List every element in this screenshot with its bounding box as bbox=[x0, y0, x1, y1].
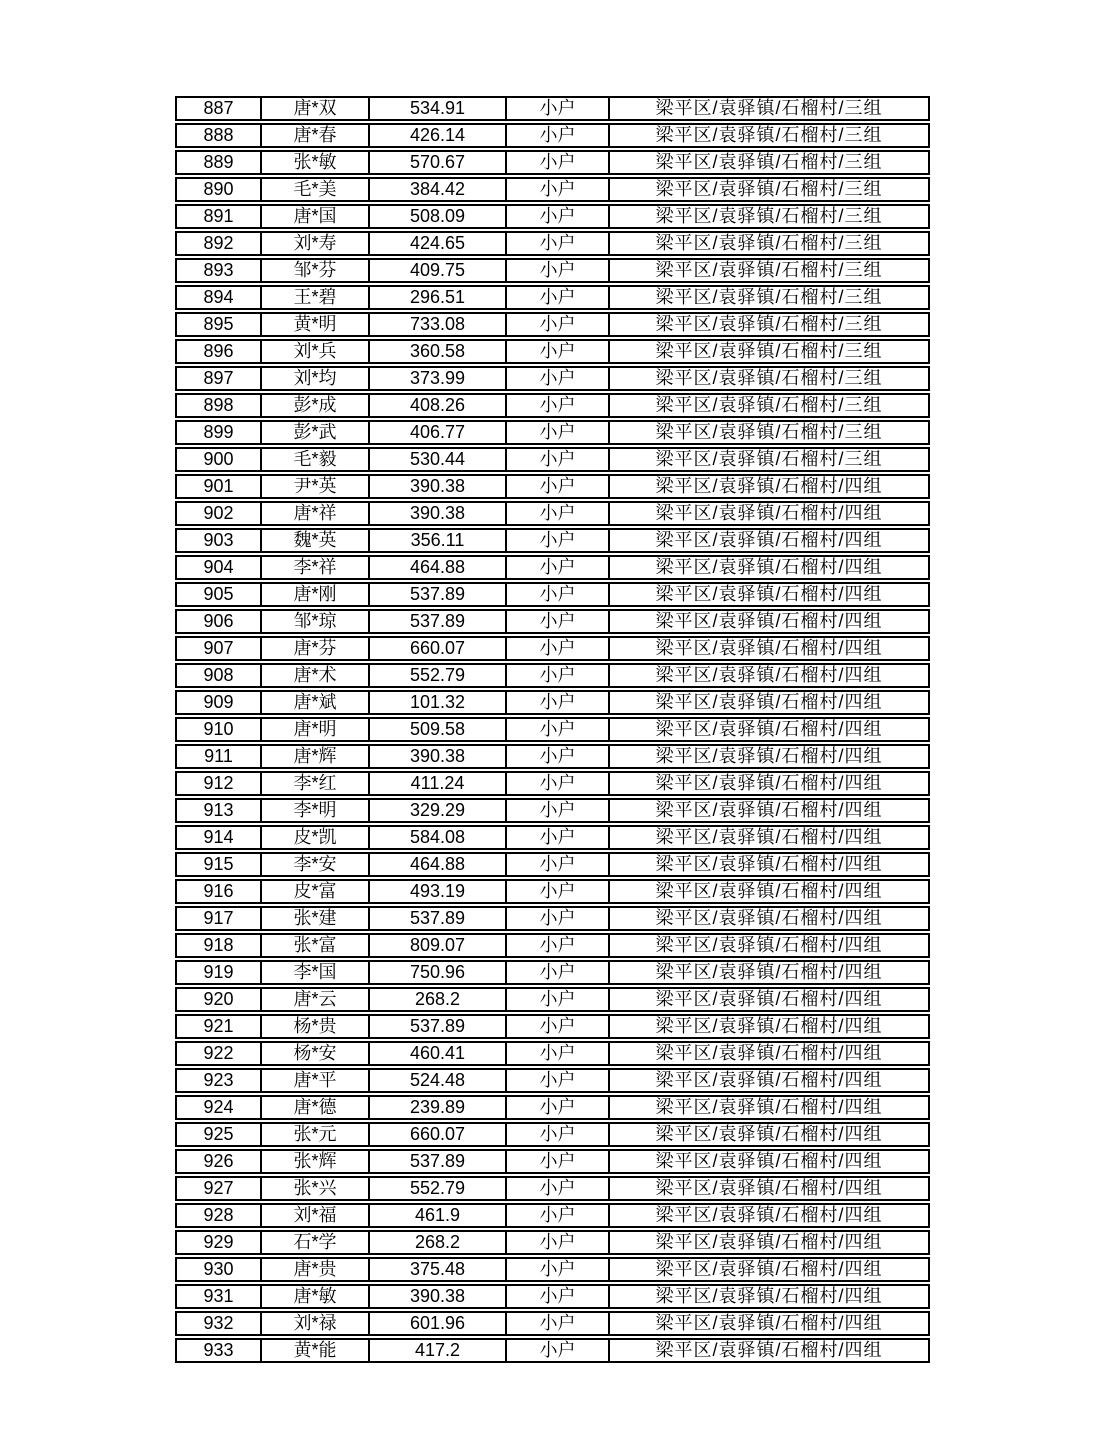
table-row bbox=[175, 447, 930, 472]
cell-household-type: 小户 bbox=[507, 1203, 610, 1228]
cell-household-type: 小户 bbox=[507, 771, 610, 796]
cell-household-type: 小户 bbox=[507, 960, 610, 985]
cell-masked-name: 毛*美 bbox=[262, 177, 370, 202]
cell-amount: 460.41 bbox=[370, 1041, 507, 1066]
cell-amount: 524.48 bbox=[370, 1068, 507, 1093]
cell-location: 梁平区/袁驿镇/石榴村/四组 bbox=[610, 690, 930, 715]
cell-location: 梁平区/袁驿镇/石榴村/三组 bbox=[610, 366, 930, 391]
cell-location: 梁平区/袁驿镇/石榴村/四组 bbox=[610, 663, 930, 688]
cell-masked-name: 唐*德 bbox=[262, 1095, 370, 1120]
table-row bbox=[175, 1068, 930, 1093]
cell-masked-name: 刘*兵 bbox=[262, 339, 370, 364]
cell-record-id: 892 bbox=[175, 231, 262, 256]
table-row bbox=[175, 150, 930, 175]
cell-location: 梁平区/袁驿镇/石榴村/四组 bbox=[610, 987, 930, 1012]
cell-household-type: 小户 bbox=[507, 1041, 610, 1066]
table-row bbox=[175, 96, 930, 121]
cell-location: 梁平区/袁驿镇/石榴村/四组 bbox=[610, 528, 930, 553]
cell-household-type: 小户 bbox=[507, 501, 610, 526]
cell-location: 梁平区/袁驿镇/石榴村/三组 bbox=[610, 312, 930, 337]
cell-location: 梁平区/袁驿镇/石榴村/四组 bbox=[610, 1149, 930, 1174]
cell-amount: 384.42 bbox=[370, 177, 507, 202]
cell-location: 梁平区/袁驿镇/石榴村/四组 bbox=[610, 636, 930, 661]
cell-household-type: 小户 bbox=[507, 339, 610, 364]
cell-household-type: 小户 bbox=[507, 1338, 610, 1363]
cell-amount: 239.89 bbox=[370, 1095, 507, 1120]
cell-masked-name: 唐*云 bbox=[262, 987, 370, 1012]
cell-household-type: 小户 bbox=[507, 1230, 610, 1255]
cell-location: 梁平区/袁驿镇/石榴村/三组 bbox=[610, 177, 930, 202]
cell-masked-name: 张*富 bbox=[262, 933, 370, 958]
cell-masked-name: 张*敏 bbox=[262, 150, 370, 175]
cell-amount: 406.77 bbox=[370, 420, 507, 445]
cell-amount: 101.32 bbox=[370, 690, 507, 715]
cell-amount: 509.58 bbox=[370, 717, 507, 742]
cell-location: 梁平区/袁驿镇/石榴村/四组 bbox=[610, 879, 930, 904]
cell-record-id: 903 bbox=[175, 528, 262, 553]
cell-masked-name: 李*国 bbox=[262, 960, 370, 985]
cell-amount: 537.89 bbox=[370, 1149, 507, 1174]
cell-amount: 537.89 bbox=[370, 906, 507, 931]
cell-amount: 809.07 bbox=[370, 933, 507, 958]
cell-location: 梁平区/袁驿镇/石榴村/三组 bbox=[610, 447, 930, 472]
cell-household-type: 小户 bbox=[507, 393, 610, 418]
cell-record-id: 901 bbox=[175, 474, 262, 499]
cell-amount: 356.11 bbox=[370, 528, 507, 553]
cell-amount: 552.79 bbox=[370, 663, 507, 688]
cell-amount: 424.65 bbox=[370, 231, 507, 256]
cell-amount: 373.99 bbox=[370, 366, 507, 391]
cell-amount: 417.2 bbox=[370, 1338, 507, 1363]
cell-location: 梁平区/袁驿镇/石榴村/三组 bbox=[610, 393, 930, 418]
cell-record-id: 891 bbox=[175, 204, 262, 229]
cell-household-type: 小户 bbox=[507, 663, 610, 688]
table-row bbox=[175, 663, 930, 688]
cell-masked-name: 李*安 bbox=[262, 852, 370, 877]
cell-amount: 660.07 bbox=[370, 636, 507, 661]
cell-masked-name: 唐*平 bbox=[262, 1068, 370, 1093]
cell-amount: 461.9 bbox=[370, 1203, 507, 1228]
table-row bbox=[175, 1230, 930, 1255]
cell-record-id: 898 bbox=[175, 393, 262, 418]
cell-record-id: 911 bbox=[175, 744, 262, 769]
table-row bbox=[175, 285, 930, 310]
cell-masked-name: 刘*寿 bbox=[262, 231, 370, 256]
cell-masked-name: 黄*能 bbox=[262, 1338, 370, 1363]
cell-location: 梁平区/袁驿镇/石榴村/三组 bbox=[610, 96, 930, 121]
cell-masked-name: 刘*禄 bbox=[262, 1311, 370, 1336]
table-row bbox=[175, 1095, 930, 1120]
cell-amount: 530.44 bbox=[370, 447, 507, 472]
cell-masked-name: 张*建 bbox=[262, 906, 370, 931]
cell-household-type: 小户 bbox=[507, 420, 610, 445]
cell-location: 梁平区/袁驿镇/石榴村/三组 bbox=[610, 150, 930, 175]
cell-record-id: 924 bbox=[175, 1095, 262, 1120]
cell-record-id: 906 bbox=[175, 609, 262, 634]
cell-household-type: 小户 bbox=[507, 825, 610, 850]
cell-amount: 584.08 bbox=[370, 825, 507, 850]
cell-masked-name: 唐*辉 bbox=[262, 744, 370, 769]
cell-amount: 464.88 bbox=[370, 852, 507, 877]
cell-record-id: 902 bbox=[175, 501, 262, 526]
cell-household-type: 小户 bbox=[507, 717, 610, 742]
cell-masked-name: 刘*福 bbox=[262, 1203, 370, 1228]
cell-household-type: 小户 bbox=[507, 96, 610, 121]
table-row bbox=[175, 609, 930, 634]
cell-amount: 537.89 bbox=[370, 609, 507, 634]
table-row bbox=[175, 1041, 930, 1066]
cell-amount: 660.07 bbox=[370, 1122, 507, 1147]
cell-location: 梁平区/袁驿镇/石榴村/四组 bbox=[610, 1338, 930, 1363]
cell-record-id: 910 bbox=[175, 717, 262, 742]
cell-amount: 390.38 bbox=[370, 501, 507, 526]
cell-amount: 464.88 bbox=[370, 555, 507, 580]
cell-location: 梁平区/袁驿镇/石榴村/四组 bbox=[610, 771, 930, 796]
cell-amount: 360.58 bbox=[370, 339, 507, 364]
table-row bbox=[175, 1014, 930, 1039]
cell-masked-name: 石*学 bbox=[262, 1230, 370, 1255]
cell-masked-name: 彭*成 bbox=[262, 393, 370, 418]
cell-amount: 508.09 bbox=[370, 204, 507, 229]
cell-amount: 552.79 bbox=[370, 1176, 507, 1201]
cell-household-type: 小户 bbox=[507, 744, 610, 769]
cell-location: 梁平区/袁驿镇/石榴村/四组 bbox=[610, 960, 930, 985]
cell-amount: 375.48 bbox=[370, 1257, 507, 1282]
cell-household-type: 小户 bbox=[507, 1095, 610, 1120]
cell-amount: 733.08 bbox=[370, 312, 507, 337]
table-row bbox=[175, 258, 930, 283]
cell-location: 梁平区/袁驿镇/石榴村/四组 bbox=[610, 825, 930, 850]
table-row bbox=[175, 636, 930, 661]
cell-masked-name: 张*辉 bbox=[262, 1149, 370, 1174]
cell-record-id: 894 bbox=[175, 285, 262, 310]
cell-household-type: 小户 bbox=[507, 312, 610, 337]
cell-masked-name: 张*元 bbox=[262, 1122, 370, 1147]
cell-record-id: 887 bbox=[175, 96, 262, 121]
cell-amount: 426.14 bbox=[370, 123, 507, 148]
cell-household-type: 小户 bbox=[507, 1284, 610, 1309]
cell-household-type: 小户 bbox=[507, 528, 610, 553]
cell-location: 梁平区/袁驿镇/石榴村/三组 bbox=[610, 285, 930, 310]
table-row bbox=[175, 1203, 930, 1228]
table-row bbox=[175, 1311, 930, 1336]
table-row bbox=[175, 474, 930, 499]
cell-record-id: 918 bbox=[175, 933, 262, 958]
table-row bbox=[175, 987, 930, 1012]
cell-masked-name: 黄*明 bbox=[262, 312, 370, 337]
cell-masked-name: 唐*敏 bbox=[262, 1284, 370, 1309]
table-row bbox=[175, 231, 930, 256]
cell-record-id: 922 bbox=[175, 1041, 262, 1066]
cell-record-id: 908 bbox=[175, 663, 262, 688]
cell-household-type: 小户 bbox=[507, 609, 610, 634]
cell-record-id: 896 bbox=[175, 339, 262, 364]
cell-record-id: 900 bbox=[175, 447, 262, 472]
cell-location: 梁平区/袁驿镇/石榴村/四组 bbox=[610, 1176, 930, 1201]
cell-masked-name: 唐*明 bbox=[262, 717, 370, 742]
cell-household-type: 小户 bbox=[507, 258, 610, 283]
cell-household-type: 小户 bbox=[507, 447, 610, 472]
cell-location: 梁平区/袁驿镇/石榴村/四组 bbox=[610, 555, 930, 580]
cell-household-type: 小户 bbox=[507, 933, 610, 958]
cell-amount: 750.96 bbox=[370, 960, 507, 985]
cell-masked-name: 杨*安 bbox=[262, 1041, 370, 1066]
cell-masked-name: 唐*斌 bbox=[262, 690, 370, 715]
table-row bbox=[175, 1257, 930, 1282]
cell-household-type: 小户 bbox=[507, 852, 610, 877]
cell-household-type: 小户 bbox=[507, 690, 610, 715]
table-row bbox=[175, 393, 930, 418]
cell-masked-name: 唐*祥 bbox=[262, 501, 370, 526]
table-row bbox=[175, 1176, 930, 1201]
cell-location: 梁平区/袁驿镇/石榴村/四组 bbox=[610, 933, 930, 958]
cell-household-type: 小户 bbox=[507, 177, 610, 202]
cell-household-type: 小户 bbox=[507, 150, 610, 175]
cell-amount: 329.29 bbox=[370, 798, 507, 823]
cell-amount: 534.91 bbox=[370, 96, 507, 121]
table-row bbox=[175, 1284, 930, 1309]
cell-location: 梁平区/袁驿镇/石榴村/四组 bbox=[610, 1068, 930, 1093]
cell-household-type: 小户 bbox=[507, 1014, 610, 1039]
cell-household-type: 小户 bbox=[507, 1311, 610, 1336]
cell-record-id: 917 bbox=[175, 906, 262, 931]
cell-masked-name: 王*碧 bbox=[262, 285, 370, 310]
cell-household-type: 小户 bbox=[507, 231, 610, 256]
table-row bbox=[175, 1149, 930, 1174]
cell-location: 梁平区/袁驿镇/石榴村/四组 bbox=[610, 798, 930, 823]
cell-record-id: 913 bbox=[175, 798, 262, 823]
cell-record-id: 907 bbox=[175, 636, 262, 661]
cell-masked-name: 邹*琼 bbox=[262, 609, 370, 634]
cell-record-id: 904 bbox=[175, 555, 262, 580]
cell-record-id: 893 bbox=[175, 258, 262, 283]
cell-record-id: 905 bbox=[175, 582, 262, 607]
cell-household-type: 小户 bbox=[507, 204, 610, 229]
cell-amount: 268.2 bbox=[370, 1230, 507, 1255]
cell-masked-name: 唐*国 bbox=[262, 204, 370, 229]
cell-masked-name: 邹*芬 bbox=[262, 258, 370, 283]
cell-household-type: 小户 bbox=[507, 798, 610, 823]
cell-household-type: 小户 bbox=[507, 987, 610, 1012]
cell-masked-name: 毛*毅 bbox=[262, 447, 370, 472]
table-row bbox=[175, 555, 930, 580]
cell-location: 梁平区/袁驿镇/石榴村/四组 bbox=[610, 1203, 930, 1228]
cell-location: 梁平区/袁驿镇/石榴村/三组 bbox=[610, 204, 930, 229]
cell-record-id: 909 bbox=[175, 690, 262, 715]
cell-amount: 390.38 bbox=[370, 474, 507, 499]
table-row bbox=[175, 339, 930, 364]
cell-masked-name: 唐*刚 bbox=[262, 582, 370, 607]
cell-household-type: 小户 bbox=[507, 474, 610, 499]
cell-amount: 296.51 bbox=[370, 285, 507, 310]
cell-household-type: 小户 bbox=[507, 879, 610, 904]
cell-household-type: 小户 bbox=[507, 636, 610, 661]
cell-masked-name: 刘*均 bbox=[262, 366, 370, 391]
cell-masked-name: 杨*贵 bbox=[262, 1014, 370, 1039]
cell-amount: 537.89 bbox=[370, 582, 507, 607]
cell-household-type: 小户 bbox=[507, 582, 610, 607]
cell-location: 梁平区/袁驿镇/石榴村/四组 bbox=[610, 852, 930, 877]
table-row bbox=[175, 123, 930, 148]
table-row bbox=[175, 852, 930, 877]
cell-masked-name: 皮*富 bbox=[262, 879, 370, 904]
cell-location: 梁平区/袁驿镇/石榴村/三组 bbox=[610, 123, 930, 148]
cell-record-id: 928 bbox=[175, 1203, 262, 1228]
cell-household-type: 小户 bbox=[507, 906, 610, 931]
cell-amount: 409.75 bbox=[370, 258, 507, 283]
cell-record-id: 925 bbox=[175, 1122, 262, 1147]
cell-location: 梁平区/袁驿镇/石榴村/四组 bbox=[610, 501, 930, 526]
cell-household-type: 小户 bbox=[507, 366, 610, 391]
cell-household-type: 小户 bbox=[507, 123, 610, 148]
cell-location: 梁平区/袁驿镇/石榴村/三组 bbox=[610, 231, 930, 256]
table-row bbox=[175, 528, 930, 553]
cell-location: 梁平区/袁驿镇/石榴村/三组 bbox=[610, 258, 930, 283]
cell-amount: 411.24 bbox=[370, 771, 507, 796]
cell-record-id: 890 bbox=[175, 177, 262, 202]
cell-record-id: 933 bbox=[175, 1338, 262, 1363]
table-row bbox=[175, 906, 930, 931]
table-row bbox=[175, 771, 930, 796]
table-row bbox=[175, 744, 930, 769]
cell-record-id: 930 bbox=[175, 1257, 262, 1282]
table-row bbox=[175, 501, 930, 526]
table-row bbox=[175, 1338, 930, 1363]
table-row bbox=[175, 960, 930, 985]
cell-location: 梁平区/袁驿镇/石榴村/四组 bbox=[610, 1284, 930, 1309]
cell-record-id: 895 bbox=[175, 312, 262, 337]
cell-masked-name: 李*红 bbox=[262, 771, 370, 796]
cell-record-id: 921 bbox=[175, 1014, 262, 1039]
cell-masked-name: 唐*芬 bbox=[262, 636, 370, 661]
records-table bbox=[175, 94, 930, 1365]
table-row bbox=[175, 582, 930, 607]
cell-record-id: 889 bbox=[175, 150, 262, 175]
cell-masked-name: 李*祥 bbox=[262, 555, 370, 580]
cell-household-type: 小户 bbox=[507, 285, 610, 310]
cell-record-id: 931 bbox=[175, 1284, 262, 1309]
records-table-body bbox=[175, 96, 930, 1363]
table-row bbox=[175, 366, 930, 391]
cell-amount: 537.89 bbox=[370, 1014, 507, 1039]
cell-location: 梁平区/袁驿镇/石榴村/四组 bbox=[610, 609, 930, 634]
cell-amount: 570.67 bbox=[370, 150, 507, 175]
cell-location: 梁平区/袁驿镇/石榴村/四组 bbox=[610, 1014, 930, 1039]
cell-location: 梁平区/袁驿镇/石榴村/四组 bbox=[610, 1095, 930, 1120]
table-row bbox=[175, 177, 930, 202]
cell-record-id: 926 bbox=[175, 1149, 262, 1174]
cell-masked-name: 尹*英 bbox=[262, 474, 370, 499]
table-row bbox=[175, 933, 930, 958]
cell-record-id: 912 bbox=[175, 771, 262, 796]
cell-household-type: 小户 bbox=[507, 1176, 610, 1201]
cell-location: 梁平区/袁驿镇/石榴村/四组 bbox=[610, 1230, 930, 1255]
cell-amount: 390.38 bbox=[370, 744, 507, 769]
cell-record-id: 923 bbox=[175, 1068, 262, 1093]
cell-location: 梁平区/袁驿镇/石榴村/四组 bbox=[610, 1311, 930, 1336]
cell-record-id: 899 bbox=[175, 420, 262, 445]
cell-household-type: 小户 bbox=[507, 1257, 610, 1282]
cell-location: 梁平区/袁驿镇/石榴村/三组 bbox=[610, 420, 930, 445]
cell-location: 梁平区/袁驿镇/石榴村/三组 bbox=[610, 339, 930, 364]
cell-masked-name: 唐*春 bbox=[262, 123, 370, 148]
cell-amount: 408.26 bbox=[370, 393, 507, 418]
cell-location: 梁平区/袁驿镇/石榴村/四组 bbox=[610, 1257, 930, 1282]
cell-record-id: 888 bbox=[175, 123, 262, 148]
cell-amount: 268.2 bbox=[370, 987, 507, 1012]
cell-household-type: 小户 bbox=[507, 1122, 610, 1147]
table-row bbox=[175, 690, 930, 715]
cell-household-type: 小户 bbox=[507, 555, 610, 580]
table-row bbox=[175, 420, 930, 445]
cell-location: 梁平区/袁驿镇/石榴村/四组 bbox=[610, 717, 930, 742]
cell-location: 梁平区/袁驿镇/石榴村/四组 bbox=[610, 1122, 930, 1147]
cell-record-id: 929 bbox=[175, 1230, 262, 1255]
cell-masked-name: 彭*武 bbox=[262, 420, 370, 445]
cell-record-id: 932 bbox=[175, 1311, 262, 1336]
table-row bbox=[175, 204, 930, 229]
cell-location: 梁平区/袁驿镇/石榴村/四组 bbox=[610, 906, 930, 931]
cell-location: 梁平区/袁驿镇/石榴村/四组 bbox=[610, 1041, 930, 1066]
cell-record-id: 927 bbox=[175, 1176, 262, 1201]
table-row bbox=[175, 825, 930, 850]
cell-masked-name: 张*兴 bbox=[262, 1176, 370, 1201]
cell-record-id: 897 bbox=[175, 366, 262, 391]
cell-masked-name: 魏*英 bbox=[262, 528, 370, 553]
cell-record-id: 914 bbox=[175, 825, 262, 850]
table-row bbox=[175, 879, 930, 904]
table-row bbox=[175, 312, 930, 337]
cell-masked-name: 唐*贵 bbox=[262, 1257, 370, 1282]
cell-amount: 601.96 bbox=[370, 1311, 507, 1336]
cell-amount: 493.19 bbox=[370, 879, 507, 904]
cell-masked-name: 李*明 bbox=[262, 798, 370, 823]
cell-household-type: 小户 bbox=[507, 1068, 610, 1093]
cell-record-id: 919 bbox=[175, 960, 262, 985]
table-row bbox=[175, 798, 930, 823]
cell-location: 梁平区/袁驿镇/石榴村/四组 bbox=[610, 744, 930, 769]
cell-household-type: 小户 bbox=[507, 1149, 610, 1174]
cell-amount: 390.38 bbox=[370, 1284, 507, 1309]
table-row bbox=[175, 717, 930, 742]
cell-masked-name: 皮*凯 bbox=[262, 825, 370, 850]
cell-masked-name: 唐*双 bbox=[262, 96, 370, 121]
cell-location: 梁平区/袁驿镇/石榴村/四组 bbox=[610, 474, 930, 499]
cell-record-id: 916 bbox=[175, 879, 262, 904]
cell-record-id: 915 bbox=[175, 852, 262, 877]
cell-location: 梁平区/袁驿镇/石榴村/四组 bbox=[610, 582, 930, 607]
cell-record-id: 920 bbox=[175, 987, 262, 1012]
cell-masked-name: 唐*术 bbox=[262, 663, 370, 688]
table-row bbox=[175, 1122, 930, 1147]
